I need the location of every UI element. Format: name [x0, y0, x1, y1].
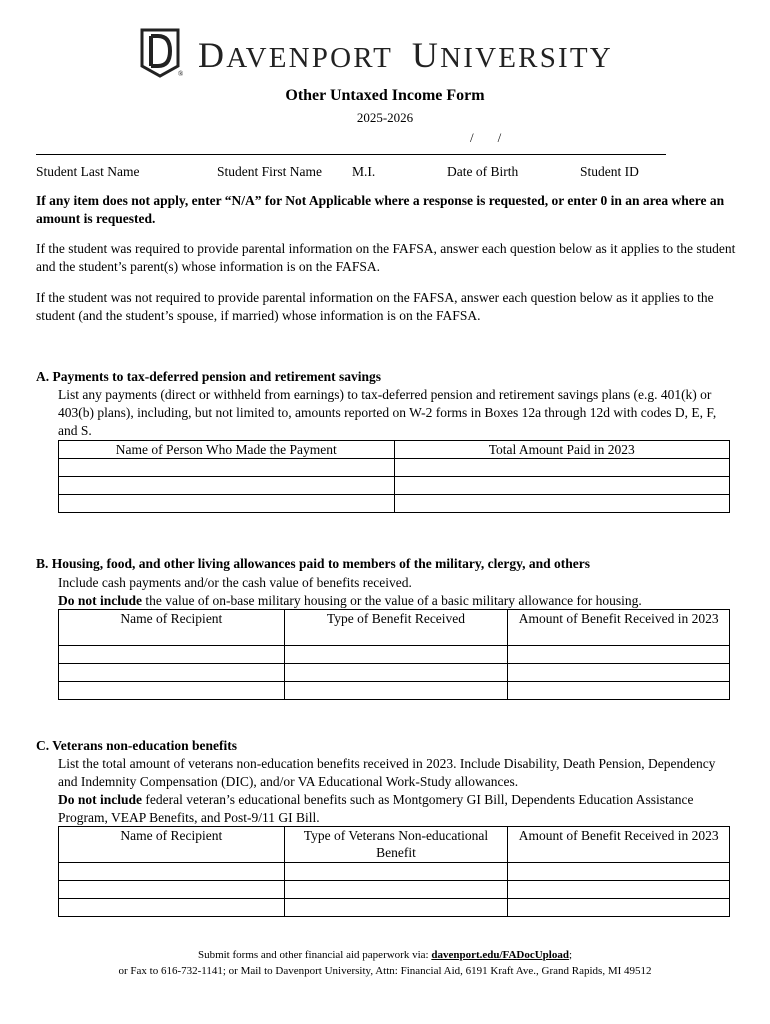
table-row: [59, 664, 730, 682]
footer-submit-line: Submit forms and other financial aid paperwork via: davenport.edu/FADocUpload;: [197, 949, 573, 961]
table-row: [59, 682, 730, 700]
table-row: [59, 863, 730, 881]
table-row: [59, 477, 730, 495]
section-c-col-recipient: Name of Recipient: [59, 827, 285, 863]
section-c-table: [58, 826, 730, 917]
table-row: [59, 881, 730, 899]
mi-label: M.I.: [352, 164, 376, 179]
parental-info-paragraph: If the student was required to provide parental information on the FAFSA, answer each question below as it applies to the student and the student’s parent(s) whose information is on the FAFSA.: [36, 241, 736, 274]
university-name: DAVENPORT UNIVERSITY: [198, 35, 613, 75]
section-b-table: [58, 609, 730, 700]
section-b-col-recipient: Name of Recipient: [59, 610, 285, 646]
section-c-exclude: Do not include federal veteran’s educational benefits such as Montgomery GI Bill, Dependents Education Assistance Program, VEAP Benefits, and Post-9/11 GI Bill.: [58, 792, 694, 825]
section-a-col-name: Name of Person Who Made the Payment: [59, 441, 395, 459]
davenport-shield-icon: [138, 26, 182, 78]
section-a-col-amount: Total Amount Paid in 2023: [394, 441, 730, 459]
section-a-table: [58, 440, 730, 513]
section-a-heading: A. Payments to tax-deferred pension and retirement savings: [36, 369, 381, 384]
section-b-col-type: Type of Benefit Received: [284, 610, 508, 646]
instruction-text: If any item does not apply, enter “N/A” for Not Applicable where a response is requested, or enter 0 in an area where an amount is requested.: [36, 193, 725, 226]
dob-label: Date of Birth: [447, 164, 519, 179]
section-c-heading: C. Veterans non-education benefits: [36, 738, 238, 753]
last-name-label: Student Last Name: [36, 164, 140, 179]
table-row: [59, 459, 730, 477]
student-info-line[interactable]: [36, 154, 666, 155]
university-logo: [138, 26, 638, 82]
footer-contact-line: or Fax to 616-732-1141; or Mail to Davenport University, Attn: Financial Aid, 6191 Kraft Ave., Grand Rapids, MI 49512: [118, 965, 652, 977]
section-c-body: List the total amount of veterans non-education benefits received in 2023. Include Disability, Death Pension, Dependency and Indemnity Compensation (DIC), and/or VA Educational Work-Study allowances.: [58, 756, 716, 789]
table-row: [59, 646, 730, 664]
form-year: 2025-2026: [356, 110, 414, 125]
upload-link[interactable]: davenport.edu/FADocUpload: [431, 949, 569, 961]
section-c-col-amount: Amount of Benefit Received in 2023: [508, 827, 730, 863]
section-c-col-type: Type of Veterans Non-educational Benefit: [284, 827, 508, 863]
section-b-col-amount: Amount of Benefit Received in 2023: [508, 610, 730, 646]
section-a-body: List any payments (direct or withheld from earnings) to tax-deferred pension and retirement savings plans (e.g. 401(k) or 403(b) plans), including, but not limited to, amounts reported on W-2 forms in Boxes 12a through 12d with codes D, E, F, and S.: [58, 387, 717, 438]
student-id-label: Student ID: [580, 164, 639, 179]
registered-mark: ®: [178, 70, 184, 78]
table-row: [59, 495, 730, 513]
section-b-heading: B. Housing, food, and other living allowances paid to members of the military, clergy, and others: [36, 556, 591, 571]
table-row: [59, 899, 730, 917]
no-parental-info-paragraph: If the student was not required to provide parental information on the FAFSA, answer each question below as it applies to the student (and the student’s spouse, if married) whose information is on the FAFSA.: [36, 290, 714, 323]
dob-slashes: / /: [470, 130, 502, 145]
section-b-body: Include cash payments and/or the cash value of benefits received.: [58, 575, 412, 590]
form-title: Other Untaxed Income Form: [285, 87, 485, 104]
first-name-label: Student First Name: [217, 164, 322, 179]
section-b-exclude: Do not include the value of on-base military housing or the value of a basic military allowance for housing.: [58, 593, 642, 608]
